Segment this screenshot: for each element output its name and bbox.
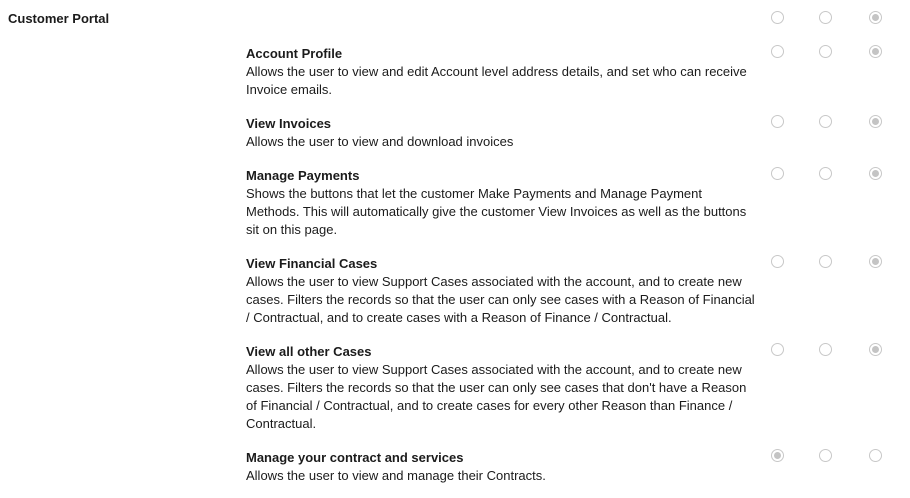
permission-radio-option-3[interactable]	[869, 167, 882, 180]
section-radio-option-1[interactable]	[771, 11, 784, 24]
permission-view-invoices	[246, 115, 756, 151]
permission-description: Allows the user to view Support Cases associated with the account, and to create new cases. Filters the records so that the user can only see cases that don't have a Reason of Financial / Contractual, and to create cases for every other Reason than Finance / Contractual.	[246, 362, 747, 431]
permission-radio-option-3[interactable]	[869, 115, 882, 128]
permission-manage-contract-and-services	[246, 449, 756, 485]
permission-title: Manage Payments	[246, 168, 360, 183]
permission-radio-option-2[interactable]	[819, 167, 832, 180]
permission-radio-option-2[interactable]	[819, 255, 832, 268]
permission-radio-option-1[interactable]	[771, 45, 784, 58]
permission-radio-option-1[interactable]	[771, 343, 784, 356]
permission-description: Allows the user to view and download invoices	[246, 134, 514, 149]
permission-radio-option-2[interactable]	[819, 449, 832, 462]
section-radio-group	[766, 11, 896, 25]
permission-radio-option-2[interactable]	[819, 343, 832, 356]
permission-radio-group	[766, 343, 896, 357]
permission-radio-option-1[interactable]	[771, 115, 784, 128]
permission-title: View all other Cases	[246, 344, 372, 359]
permission-radio-option-3[interactable]	[869, 449, 882, 462]
permission-title: View Invoices	[246, 116, 332, 131]
permission-radio-group	[766, 255, 896, 269]
permission-title: Account Profile	[246, 46, 343, 61]
permission-title: View Financial Cases	[246, 256, 378, 271]
permission-radio-group	[766, 115, 896, 129]
permission-manage-payments	[246, 167, 756, 239]
permission-description: Allows the user to view and edit Account level address details, and set who can receive Invoice emails.	[246, 64, 747, 97]
section-title: Customer Portal	[8, 11, 110, 26]
permission-title: Manage your contract and services	[246, 450, 464, 465]
section-radio-option-2[interactable]	[819, 11, 832, 24]
permission-radio-option-1[interactable]	[771, 449, 784, 462]
permission-description: Shows the buttons that let the customer Make Payments and Manage Payment Methods. This will automatically give the customer View Invoices as well as the buttons sit on this page.	[246, 186, 747, 237]
permission-radio-option-3[interactable]	[869, 255, 882, 268]
permission-description: Allows the user to view and manage their Contracts.	[246, 468, 546, 483]
permission-description: Allows the user to view Support Cases associated with the account, and to create new cases. Filters the records so that the user can only see cases with a Reason of Financial / Contractual, and to create cases with a Reason of Finance / Contractual.	[246, 274, 755, 325]
permission-radio-option-2[interactable]	[819, 45, 832, 58]
permission-radio-option-2[interactable]	[819, 115, 832, 128]
permission-radio-option-1[interactable]	[771, 167, 784, 180]
permission-radio-group	[766, 449, 896, 463]
permission-view-all-other-cases	[246, 343, 756, 433]
permission-radio-option-3[interactable]	[869, 343, 882, 356]
permission-radio-group	[766, 167, 896, 181]
permission-radio-option-3[interactable]	[869, 45, 882, 58]
section-radio-option-3[interactable]	[869, 11, 882, 24]
permission-radio-option-1[interactable]	[771, 255, 784, 268]
permission-radio-group	[766, 45, 896, 59]
permission-account-profile	[246, 45, 756, 99]
permission-view-financial-cases	[246, 255, 756, 327]
